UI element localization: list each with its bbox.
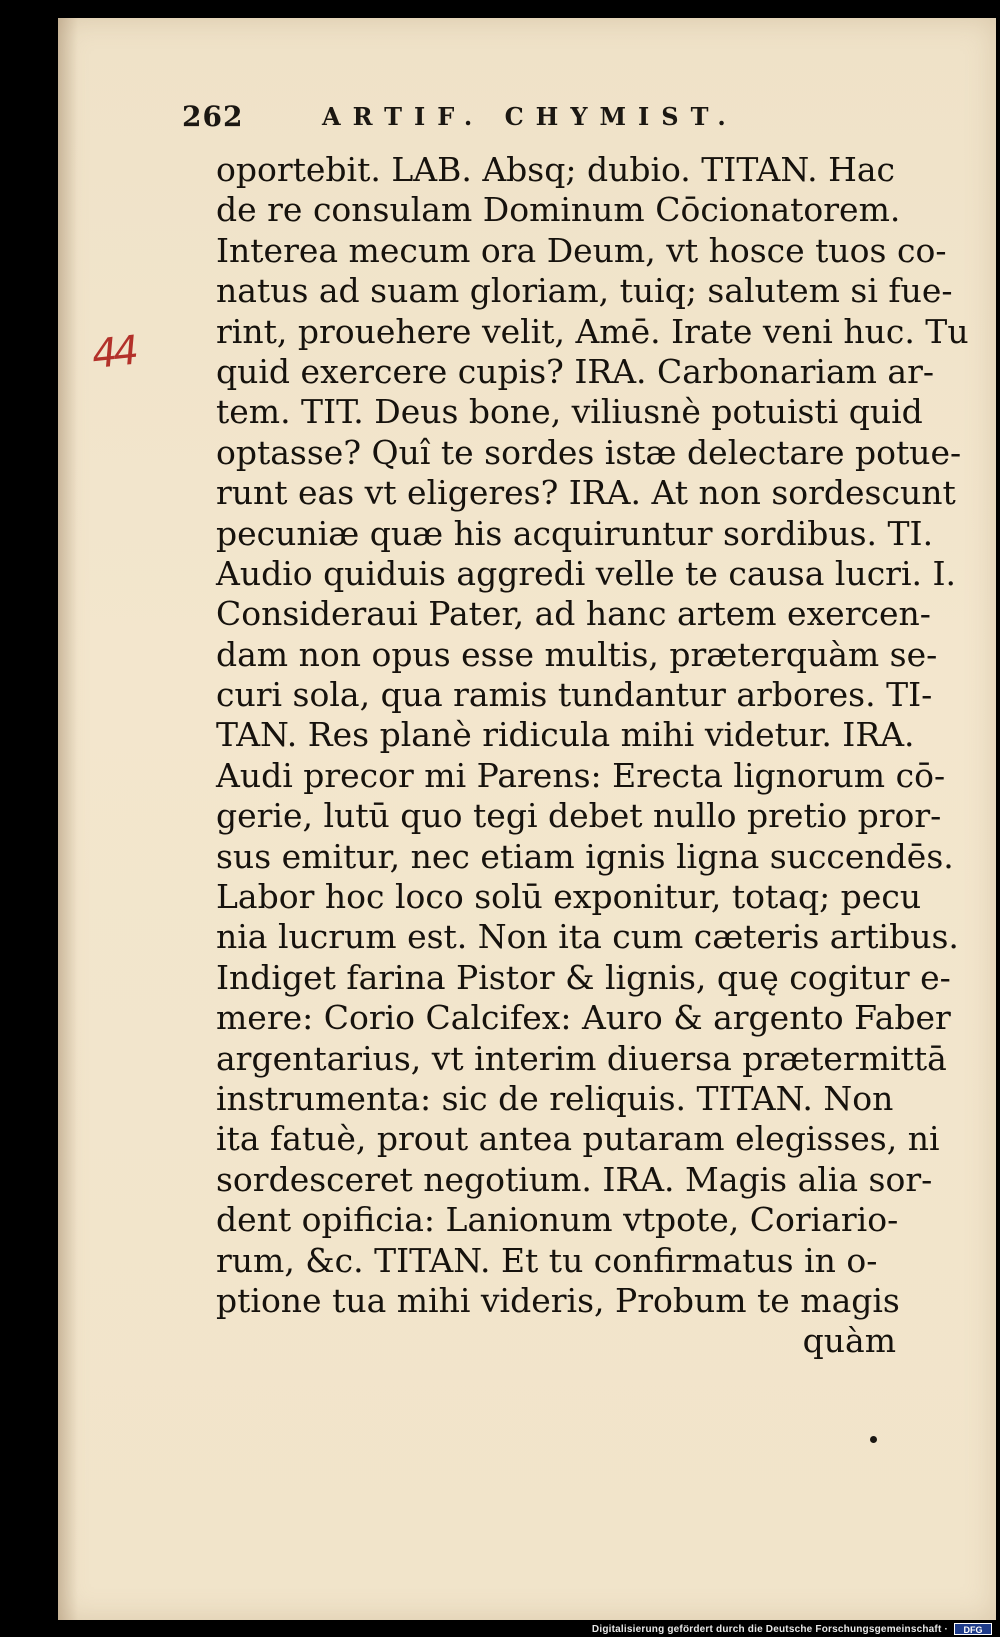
text-line: mere: Corio Calcifex: Auro & argento Faber (216, 998, 951, 1038)
text-line: Indiget farina Pistor & lignis, quę cogitur e- (216, 957, 951, 997)
footer-bar (0, 1620, 1000, 1637)
digitization-credit: Digitalisierung gefördert durch die Deutsche Forschungsgemeinschaft · (591, 1624, 948, 1635)
text-line: dam non opus esse multis, præterquàm se- (216, 634, 938, 674)
text-line: argentarius, vt interim diuersa prætermittā (216, 1038, 947, 1078)
page-gutter-shadow (58, 18, 78, 1620)
text-line: pecuniæ quæ his acquiruntur sordibus. TI. (216, 513, 934, 553)
text-line: sus emitur, nec etiam ignis ligna succendēs. (216, 836, 954, 876)
text-line: de re consulam Dominum Cōcionatorem. (216, 190, 901, 230)
page-number: 262 (182, 100, 244, 133)
text-line: instrumenta: sic de reliquis. TITAN. Non (216, 1078, 894, 1118)
text-line: Audio quiduis aggredi velle te causa lucri. I. (216, 553, 957, 593)
text-line: oportebit. LAB. Absq; dubio. TITAN. Hac (216, 150, 896, 189)
ink-dot (870, 1436, 877, 1443)
body-text (216, 150, 969, 1362)
text-line: sordesceret negotium. IRA. Magis alia sor- (216, 1159, 933, 1199)
text-line: Audi precor mi Parens: Erecta lignorum cō- (216, 755, 946, 795)
text-line: dent opificia: Lanionum vtpote, Coriario- (216, 1200, 899, 1240)
text-line: natus ad suam gloriam, tuiq; salutem si fue- (216, 271, 953, 311)
dfg-logo: DFG (954, 1623, 992, 1635)
text-line: rum, &c. TITAN. Et tu confirmatus in o- (216, 1240, 878, 1280)
page-header (182, 100, 832, 140)
text-line: rint, prouehere velit, Amē. Irate veni huc. Tu (216, 311, 969, 351)
text-line: tem. TIT. Deus bone, viliusnè potuisti quid (216, 392, 923, 432)
text-line: quid exercere cupis? IRA. Carbonariam ar- (216, 351, 935, 391)
running-head: ARTIF. CHYMIST. (322, 102, 738, 131)
text-line: runt eas vt eligeres? IRA. At non sordescunt (216, 473, 956, 513)
text-line: nia lucrum est. Non ita cum cæteris artibus. (216, 917, 959, 957)
text-line: curi sola, qua ramis tundantur arbores. TI- (216, 675, 933, 715)
text-line: TAN. Res planè ridicula mihi videtur. IRA. (216, 715, 915, 755)
text-line: optasse? Quî te sordes istæ delectare potue- (216, 432, 962, 472)
text-line: Labor hoc loco solū exponitur, totaq; pecu (216, 877, 922, 917)
text-line: Interea mecum ora Deum, vt hosce tuos co- (216, 230, 947, 270)
text-line: Consideraui Pater, ad hanc artem exercen- (216, 594, 931, 634)
text-line: ita fatuè, prout antea putaram elegisses, ni (216, 1119, 940, 1159)
text-line: ptione tua mihi videris, Probum te magis (216, 1280, 900, 1320)
handwritten-margin-note: 44 (89, 327, 138, 379)
text-line: gerie, lutū quo tegi debet nullo pretio pror- (216, 796, 942, 836)
catchword: quàm (802, 1321, 896, 1361)
